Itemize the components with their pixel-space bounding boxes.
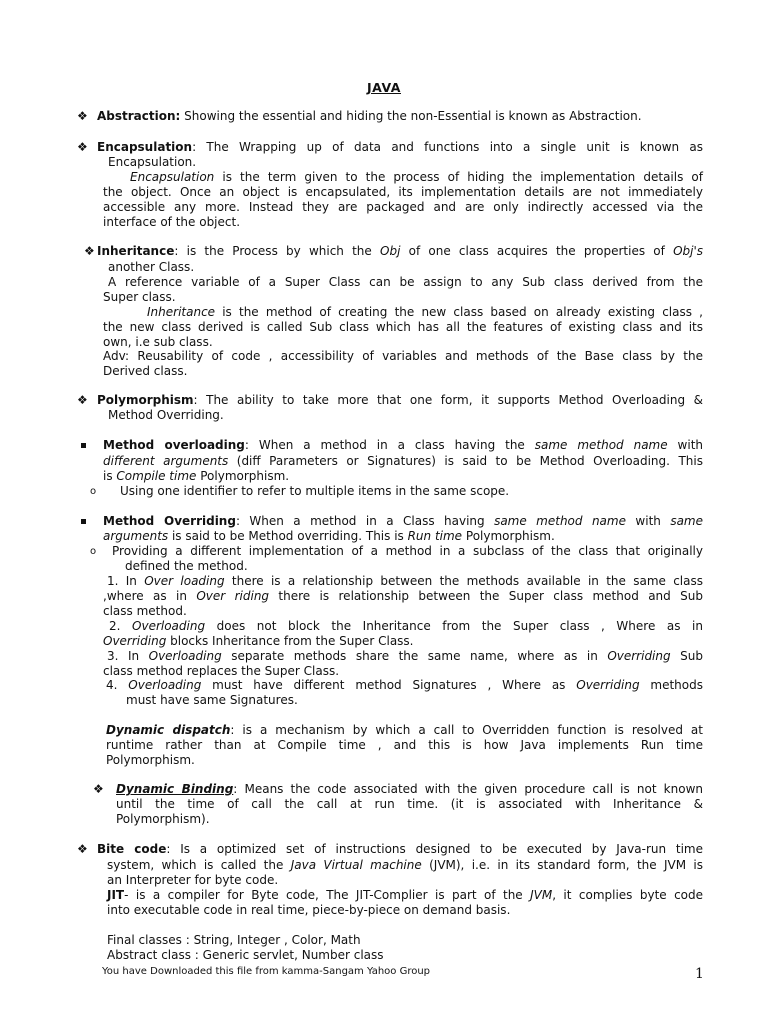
bite-code-line-3: an Interpreter for byte code. [107,873,279,887]
point-3-num: 3. In [107,649,149,663]
point-1-num: 1. In [107,574,145,588]
polymorphism-term: Polymorphism [97,393,194,407]
dynamic-dispatch-line-3: Polymorphism. [106,753,195,767]
overriding-italic-4: Run time [407,529,463,543]
inheritance-line-6: the new class derived is called Sub class which has all the features of existing class and its [103,320,703,334]
overriding-point-3-line-2: class method replaces the Super Class. [103,664,340,678]
jit-term: JIT [107,888,125,902]
encapsulation-italic-term: Encapsulation [130,170,215,184]
inheritance-line-7: own, i.e sub class. [103,335,213,349]
abstraction-term: Abstraction: [97,109,181,123]
point-2-italic: Overloading [132,619,206,633]
circle-bullet-icon: o [90,486,97,497]
diamond-bullet-icon: ❖ [93,782,104,796]
point-1-italic: Over loading [144,574,225,588]
inheritance-line-8: Adv: Reusability of code , accessibility of variables and methods of the Base class by the [103,349,703,363]
bite-code-term: Bite code [97,842,167,856]
overriding-point-4-line-1 [106,678,703,693]
bite-code-text: : Is a optimized set of instructions designed to be executed by Java-run time [166,842,703,856]
point-4-text: must have different method Signatures , Where as [201,678,577,692]
bite-code-line-4 [107,888,703,903]
jit-text-a: - is a compiler for Byte code, The JIT-Complier is part of the [124,888,531,902]
dynamic-dispatch-term: Dynamic dispatch [106,723,231,737]
overriding-line-2 [103,529,555,544]
dynamic-dispatch-line-2: runtime rather than at Compile time , and this is how Java implements Run time [106,738,703,752]
dynamic-binding-line-3: Polymorphism). [116,812,210,826]
overriding-text-b: with [625,514,671,528]
point-1-italic-2: Over riding [196,589,270,603]
overloading-term: Method overloading [103,438,245,452]
bite-code-line-5: into executable code in real time, piece-by-piece on demand basis. [107,903,511,917]
encapsulation-line-2: Encapsulation. [108,155,197,169]
point-2-num: 2. [109,619,133,633]
point-1-text-c: ,where as in [103,589,197,603]
point-3-italic: Overloading [148,649,222,663]
inheritance-line-5 [147,305,703,320]
abstract-class-line: Abstract class : Generic servlet, Number class [107,948,384,962]
overriding-point-1-line-2 [103,589,703,604]
inheritance-text-a: : is the Process by which the [174,244,381,258]
bite-code-text-2a: system, which is called the [107,858,291,872]
point-4-text-c: methods [639,678,703,692]
encapsulation-text: : The Wrapping up of data and functions into a single unit is known as [192,140,703,154]
bite-code-line-1 [97,842,703,857]
overriding-point-1-line-3: class method. [103,604,187,618]
inheritance-line-2: another Class. [108,260,195,274]
inheritance-term: Inheritance [97,244,175,258]
overloading-text-2: (diff Parameters or Signatures) is said to be Method Overloading. This [228,454,703,468]
inheritance-line-3: A reference variable of a Super Class can be assign to any Sub class derived from the [108,275,703,289]
inheritance-obj: Obj [380,244,401,258]
dynamic-dispatch-text: : is a mechanism by which a call to Overridden function is resolved at [230,723,703,737]
overriding-text-2c: Polymorphism. [462,529,555,543]
overloading-sub-line: Using one identifier to refer to multiple items in the same scope. [120,484,510,498]
point-1-text: there is a relationship between the methods available in the same class [224,574,703,588]
final-classes-line: Final classes : String, Integer , Color, Math [107,933,361,947]
overriding-text-2: is said to be Method overriding. This is [168,529,408,543]
point-2-italic-2: Overriding [103,634,167,648]
polymorphism-line-2: Method Overriding. [108,408,224,422]
dynamic-dispatch-line-1 [106,723,703,738]
diamond-bullet-icon: ❖ [77,140,88,154]
point-4-num: 4. [106,678,129,692]
overloading-line-1 [103,438,703,453]
overriding-point-2-line-1 [109,619,703,634]
overriding-point-1-line-1 [107,574,703,589]
polymorphism-line-1 [97,393,703,408]
bite-code-line-2 [107,858,703,873]
inheritance-line-1 [97,244,703,259]
page-title: JAVA [367,80,401,95]
overloading-text-b: with [667,438,703,452]
overloading-italic-1: same method name [534,438,668,452]
diamond-bullet-icon: ❖ [77,109,88,123]
overriding-line-1 [103,514,703,529]
inheritance-line-4: Super class. [103,290,176,304]
dynamic-binding-text: : Means the code associated with the given procedure call is not known [233,782,703,796]
jit-italic: JVM [530,888,553,902]
encapsulation-para-line-2: the object. Once an object is encapsulated, its implementation details are not immediately [103,185,703,199]
encapsulation-term: Encapsulation [97,140,193,154]
bite-code-text-2b: (JVM), i.e. in its standard form, the JVM is [421,858,703,872]
overloading-text-3b: Polymorphism. [196,469,290,483]
inheritance-objs: Obj's [673,244,704,258]
overloading-line-3 [103,469,289,484]
overloading-text-a: : When a method in a class having the [244,438,535,452]
overriding-point-4-line-2: must have same Signatures. [126,693,298,707]
overloading-line-2 [103,454,703,469]
overriding-italic-1: same method name [494,514,626,528]
download-footer: You have Downloaded this file from kamma-Sangam Yahoo Group [102,966,431,977]
abstraction-line [97,109,642,124]
overriding-italic-3: arguments [103,529,169,543]
square-bullet-icon [81,519,86,524]
overriding-sub-line-1: Providing a different implementation of a method in a subclass of the class that originally [112,544,703,558]
jit-text-b: , it complies byte code [552,888,704,902]
overriding-sub-line-2: defined the method. [125,559,248,573]
encapsulation-para-line-4: interface of the object. [103,215,241,229]
inheritance-text-b: of one class acquires the properties of [400,244,674,258]
encapsulation-line [97,140,703,155]
bite-code-italic-jvm: Java Virtual machine [290,858,422,872]
overriding-point-2-line-2 [103,634,414,649]
dynamic-binding-line-2: until the time of call the call at run time. (it is associated with Inheritance & [116,797,703,811]
encapsulation-para-line-1 [130,170,703,185]
encapsulation-para-text: is the term given to the process of hiding the implementation details of [214,170,703,184]
point-2-text: does not block the Inheritance from the Super class , Where as in [205,619,703,633]
point-3-text: separate methods share the same name, where as in [221,649,608,663]
point-2-text-c: blocks Inheritance from the Super Class. [166,634,414,648]
diamond-bullet-icon: ❖ [84,244,95,258]
inheritance-text-5: is the method of creating the new class based on already existing class , [215,305,703,319]
page-number: 1 [695,966,704,982]
circle-bullet-icon: o [90,546,97,557]
point-4-italic-2: Overriding [576,678,640,692]
overloading-italic-2: different arguments [103,454,229,468]
diamond-bullet-icon: ❖ [77,842,88,856]
overloading-italic-3: Compile time [116,469,197,483]
inheritance-line-9: Derived class. [103,364,188,378]
dynamic-binding-term: Dynamic Binding [116,782,234,796]
square-bullet-icon [81,443,86,448]
overriding-italic-2: same [670,514,703,528]
dynamic-binding-line-1 [116,782,703,797]
abstraction-text: Showing the essential and hiding the non-Essential is known as Abstraction. [180,109,642,123]
inheritance-italic-term: Inheritance [147,305,216,319]
point-3-text-c: Sub [670,649,703,663]
diamond-bullet-icon: ❖ [77,393,88,407]
point-4-italic: Overloading [128,678,202,692]
point-3-italic-2: Overriding [607,649,671,663]
overriding-term: Method Overriding [103,514,236,528]
polymorphism-text: : The ability to take more that one form, it supports Method Overloading & [193,393,703,407]
overriding-point-3-line-1 [107,649,703,664]
point-1-text-d: there is relationship between the Super class method and Sub [269,589,703,603]
encapsulation-para-line-3: accessible any more. Instead they are packaged and are only indirectly accessed via the [103,200,703,214]
overriding-text-a: : When a method in a Class having [235,514,495,528]
overloading-text-3a: is [103,469,117,483]
